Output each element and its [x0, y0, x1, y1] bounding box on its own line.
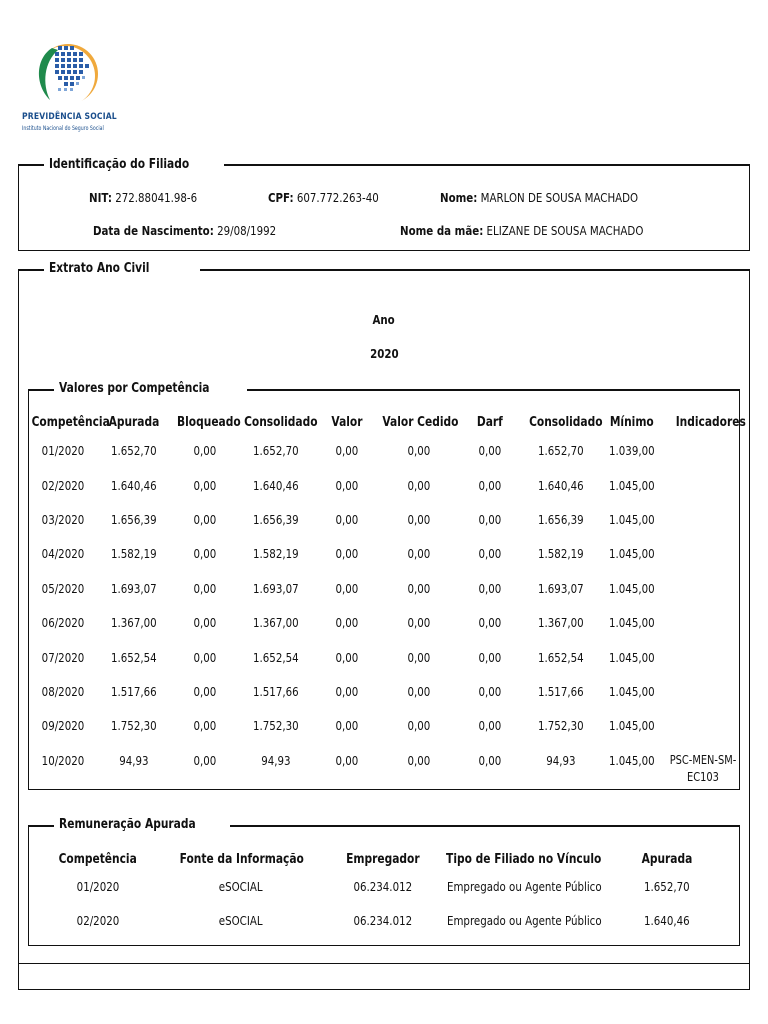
valores-cell: 1.045,00 [609, 684, 655, 699]
valores-cell: 1.367,00 [111, 615, 157, 630]
valores-cell: 1.652,70 [538, 443, 584, 458]
mae-field [400, 223, 697, 239]
nascimento-field [93, 223, 316, 239]
valores-cell: 0,00 [407, 684, 431, 699]
valores-legend: Valores por Competência [55, 381, 247, 397]
valores-cell: 1.045,00 [609, 478, 655, 493]
remuneracao-header-cell: Competência [58, 852, 138, 867]
valores-cell: 04/2020 [41, 546, 85, 561]
valores-cell: 1.517,66 [111, 684, 157, 699]
table-row [0, 544, 768, 564]
valores-cell: 0,00 [478, 443, 502, 458]
valores-cell [668, 613, 738, 631]
valores-cell [668, 716, 738, 734]
ano-label: Ano [372, 312, 396, 327]
nascimento-label: Data de Nascimento: [93, 223, 214, 238]
footer-box [18, 963, 750, 990]
valores-cell: 1.367,00 [538, 615, 584, 630]
remuneracao-cell: 06.234.012 [353, 913, 413, 928]
valores-cell: 1.656,39 [538, 512, 584, 527]
remuneracao-header-cell: Empregador [346, 852, 420, 867]
valores-cell: 0,00 [193, 615, 217, 630]
valores-cell: 0,00 [193, 478, 217, 493]
valores-cell [668, 579, 738, 597]
valores-cell: 0,00 [335, 443, 359, 458]
legend-line [176, 164, 750, 166]
valores-cell: 0,00 [335, 546, 359, 561]
remuneracao-cell: 1.640,46 [644, 913, 690, 928]
valores-cell: 0,00 [335, 581, 359, 596]
valores-header-cell: Darf [477, 415, 503, 430]
valores-cell: 0,00 [407, 718, 431, 733]
valores-header-cell: Valor [331, 415, 363, 430]
nit-value: 272.88041.98-6 [115, 190, 198, 205]
valores-cell: 1.640,46 [253, 478, 299, 493]
valores-cell: 1.693,07 [253, 581, 299, 596]
table-row [0, 613, 768, 633]
valores-header-row [0, 413, 768, 433]
valores-header-cell: Apurada [108, 415, 160, 430]
valores-header-cell: Bloqueado [176, 415, 241, 430]
valores-cell: 1.693,07 [111, 581, 157, 596]
valores-header-cell: Consolidado [244, 415, 318, 430]
valores-cell: 1.045,00 [609, 615, 655, 630]
valores-cell: 02/2020 [41, 478, 85, 493]
valores-cell [668, 682, 738, 700]
valores-header-cell: Indicadores [675, 415, 746, 430]
valores-cell: 0,00 [335, 615, 359, 630]
valores-cell: 0,00 [193, 546, 217, 561]
valores-cell: 1.367,00 [253, 615, 299, 630]
valores-cell: 1.045,00 [609, 650, 655, 665]
valores-header-cell: Consolidado [529, 415, 603, 430]
valores-cell: 08/2020 [41, 684, 85, 699]
valores-cell [668, 510, 738, 528]
identificacao-legend: Identificação do Filiado [45, 157, 224, 173]
table-row [0, 716, 768, 736]
table-row [0, 579, 768, 599]
table-row [0, 441, 768, 461]
valores-header-cell: Competência [31, 415, 110, 430]
valores-cell: 0,00 [478, 546, 502, 561]
valores-cell: 10/2020 [41, 753, 85, 768]
valores-cell: 0,00 [335, 478, 359, 493]
nome-value: MARLON DE SOUSA MACHADO [480, 190, 639, 205]
valores-cell: 05/2020 [41, 581, 85, 596]
valores-cell: 0,00 [193, 443, 217, 458]
remuneracao-cell: 01/2020 [76, 879, 120, 894]
valores-cell: 1.656,39 [253, 512, 299, 527]
valores-cell: 1.652,54 [538, 650, 584, 665]
valores-cell [668, 544, 738, 562]
nit-field [89, 190, 221, 206]
valores-cell: 07/2020 [41, 650, 85, 665]
remuneracao-cell: Empregado ou Agente Público [446, 879, 602, 894]
valores-cell: 0,00 [335, 684, 359, 699]
valores-cell: 1.045,00 [609, 718, 655, 733]
nome-label: Nome: [440, 190, 478, 205]
legend-line [210, 389, 740, 391]
valores-cell: 03/2020 [41, 512, 85, 527]
remuneracao-cell: 1.652,70 [644, 879, 690, 894]
remuneracao-cell: Empregado ou Agente Público [446, 913, 602, 928]
valores-cell: 1.517,66 [538, 684, 584, 699]
valores-cell: 0,00 [478, 650, 502, 665]
logo [18, 36, 117, 140]
valores-cell: 1.045,00 [609, 581, 655, 596]
valores-cell: 0,00 [407, 512, 431, 527]
valores-cell [668, 648, 738, 666]
remuneracao-header-row [0, 850, 768, 870]
valores-cell: 94,93 [546, 753, 576, 768]
valores-cell: 1.045,00 [609, 546, 655, 561]
legend-line [18, 164, 44, 166]
mae-value: ELIZANE DE SOUSA MACHADO [486, 223, 644, 238]
valores-cell: 0,00 [335, 718, 359, 733]
remuneracao-legend: Remuneração Apurada [55, 817, 230, 833]
remuneracao-cell: 02/2020 [76, 913, 120, 928]
valores-cell: 1.045,00 [609, 753, 655, 768]
valores-cell: 1.693,07 [538, 581, 584, 596]
previdencia-logo-icon [32, 38, 102, 110]
valores-cell: 0,00 [478, 684, 502, 699]
logo-title: PREVIDÊNCIA SOCIAL [22, 112, 117, 122]
valores-cell: 1.640,46 [538, 478, 584, 493]
remuneracao-cell: eSOCIAL [219, 913, 263, 928]
valores-header-cell: Valor Cedido [382, 415, 459, 430]
valores-cell: 0,00 [407, 478, 431, 493]
valores-cell: 1.045,00 [609, 512, 655, 527]
valores-cell: 0,00 [478, 718, 502, 733]
valores-cell: 1.652,70 [253, 443, 299, 458]
table-row [0, 510, 768, 530]
valores-cell: 1.517,66 [253, 684, 299, 699]
nascimento-value: 29/08/1992 [217, 223, 277, 238]
remuneracao-header-cell: Fonte da Informação [179, 852, 304, 867]
valores-cell: 0,00 [407, 581, 431, 596]
valores-cell: 1.656,39 [111, 512, 157, 527]
valores-cell: 09/2020 [41, 718, 85, 733]
cpf-field [268, 190, 403, 206]
mae-label: Nome da mãe: [400, 223, 484, 238]
legend-line [28, 825, 54, 827]
valores-cell: 01/2020 [41, 443, 85, 458]
valores-cell: 0,00 [193, 581, 217, 596]
table-row [0, 648, 768, 668]
remuneracao-cell: 06.234.012 [353, 879, 413, 894]
valores-cell: 0,00 [407, 753, 431, 768]
cpf-value: 607.772.263-40 [296, 190, 379, 205]
valores-cell: 0,00 [407, 650, 431, 665]
valores-cell: 94,93 [261, 753, 291, 768]
valores-cell: 0,00 [407, 443, 431, 458]
valores-cell: 0,00 [335, 512, 359, 527]
legend-line [28, 389, 54, 391]
valores-cell: 1.582,19 [253, 546, 299, 561]
valores-cell: 0,00 [407, 546, 431, 561]
valores-cell: 0,00 [335, 753, 359, 768]
ano-value: 2020 [369, 346, 399, 361]
valores-cell: 0,00 [193, 512, 217, 527]
valores-cell: 0,00 [335, 650, 359, 665]
valores-cell: 1.752,30 [253, 718, 299, 733]
valores-cell: 0,00 [193, 684, 217, 699]
legend-line [18, 269, 44, 271]
table-row [0, 476, 768, 496]
nit-label: NIT: [89, 190, 112, 205]
valores-cell: 06/2020 [41, 615, 85, 630]
remuneracao-header-cell: Apurada [641, 852, 693, 867]
valores-cell: 94,93 [119, 753, 149, 768]
valores-cell: 0,00 [407, 615, 431, 630]
table-row [0, 911, 768, 931]
remuneracao-header-cell: Tipo de Filiado no Vínculo [446, 852, 602, 867]
valores-cell: 1.652,54 [111, 650, 157, 665]
valores-cell [668, 476, 738, 494]
valores-cell: 0,00 [478, 753, 502, 768]
valores-cell: PSC-MEN-SM-EC103 [669, 753, 737, 784]
valores-cell: 0,00 [193, 650, 217, 665]
valores-cell: 1.039,00 [609, 443, 655, 458]
valores-cell: 0,00 [478, 478, 502, 493]
valores-cell: 1.582,19 [538, 546, 584, 561]
nome-field [440, 190, 682, 206]
valores-cell: 1.652,54 [253, 650, 299, 665]
valores-cell: 1.752,30 [111, 718, 157, 733]
valores-cell: 1.640,46 [111, 478, 157, 493]
remuneracao-cell: eSOCIAL [219, 879, 263, 894]
valores-cell: 0,00 [478, 615, 502, 630]
logo-subtitle: Instituto Nacional do Seguro Social [22, 125, 104, 132]
legend-line [200, 269, 750, 271]
table-row [0, 682, 768, 702]
valores-cell: 0,00 [478, 512, 502, 527]
valores-cell: 1.652,70 [111, 443, 157, 458]
table-row [0, 751, 768, 784]
extrato-legend: Extrato Ano Civil [45, 261, 176, 277]
valores-cell: 0,00 [193, 753, 217, 768]
table-row [0, 877, 768, 897]
valores-header-cell: Mínimo [610, 415, 654, 430]
valores-cell: 1.752,30 [538, 718, 584, 733]
valores-cell [668, 441, 738, 459]
cpf-label: CPF: [268, 190, 294, 205]
valores-cell: 1.582,19 [111, 546, 157, 561]
valores-cell: 0,00 [193, 718, 217, 733]
valores-cell: 0,00 [478, 581, 502, 596]
legend-line [182, 825, 740, 827]
